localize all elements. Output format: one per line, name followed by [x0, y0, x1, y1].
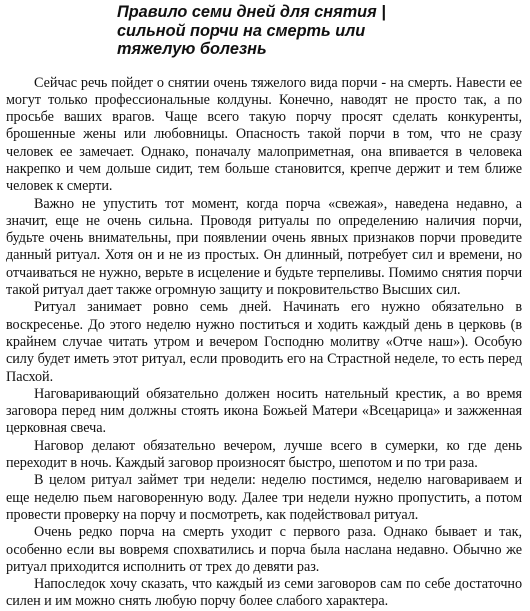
- paragraph: Наговор делают обязательно вечером, лучше всего в сумерки, ко где день переходит в ночь. Каждый заговор произносят быстро, шепотом и по три раза.: [6, 437, 522, 472]
- title-line: сильной порчи на смерть или: [117, 21, 366, 40]
- document-body: [6, 75, 522, 611]
- document-page: [6, 0, 522, 611]
- paragraph: Важно не упустить тот момент, когда порча «свежая», наведена недавно, а значит, еще не очень сильна. Проводя ритуалы по определению наличия порчи, будьте очень внимательны, при появлении очень явных признаков порчи проведите данный ритуал. Хотя он и не из простых. Он длинный, потребует сил и времени, но отчаиваться не нужно, верьте в исцеление и будьте терпеливы. Помимо снятия порчи такой ритуал дает также огромную защиту и покровительство Высших сил.: [6, 195, 522, 299]
- paragraph: Ритуал занимает ровно семь дней. Начинать его нужно обязательно в воскресенье. До этого неделю нужно поститься и ходить каждый день в церковь (в крайнем случае читать утром и вечером Господню молитву «Отче наш»). Особую силу будет иметь этот ритуал, если проводить его на Страстной неделе, то есть перед Пасхой.: [6, 299, 522, 385]
- paragraph: Напоследок хочу сказать, что каждый из семи заговоров сам по себе достаточно силен и им можно снять любую порчу более слабого характера.: [6, 576, 522, 610]
- title-line: Правило семи дней для снятия |: [117, 3, 386, 21]
- document-title: [6, 0, 522, 59]
- paragraph: Сейчас речь пойдет о снятии очень тяжелого вида порчи - на смерть. Навести ее могут только профессиональные колдуны. Конечно, наводят не просто так, а по просьбе ваших врагов. Чаще всего такую порчу просят сделать конкуренты, брошенные жены или любовницы. Опасность такой порчи в том, что не сразу человек ее замечает. Однако, поначалу малоприметная, она впивается в человека накрепко и чем дольше сидит, тем больше становится, крепче держит и тем ближе человек к смерти.: [6, 74, 522, 195]
- paragraph: Наговаривающий обязательно должен носить нательный крестик, а во время заговора перед ним должны стоять икона Божьей Матери «Всецарица» и зажженная церковная свеча.: [6, 385, 522, 437]
- paragraph: Очень редко порча на смерть уходит с первого раза. Однако бывает и так, особенно если вы вовремя спохватились и порча была наслана недавно. Обычно же ритуал приходится исполнить от трех до девяти раз.: [6, 524, 522, 575]
- paragraph: В целом ритуал займет три недели: неделю постимся, неделю наговариваем и еще неделю пьем наговоренную воду. Далее три недели нужно пропустить, а потом провести проверку на порчу и посмотреть, как подействовал ритуал.: [6, 472, 522, 523]
- title-line: тяжелую болезнь: [117, 40, 267, 58]
